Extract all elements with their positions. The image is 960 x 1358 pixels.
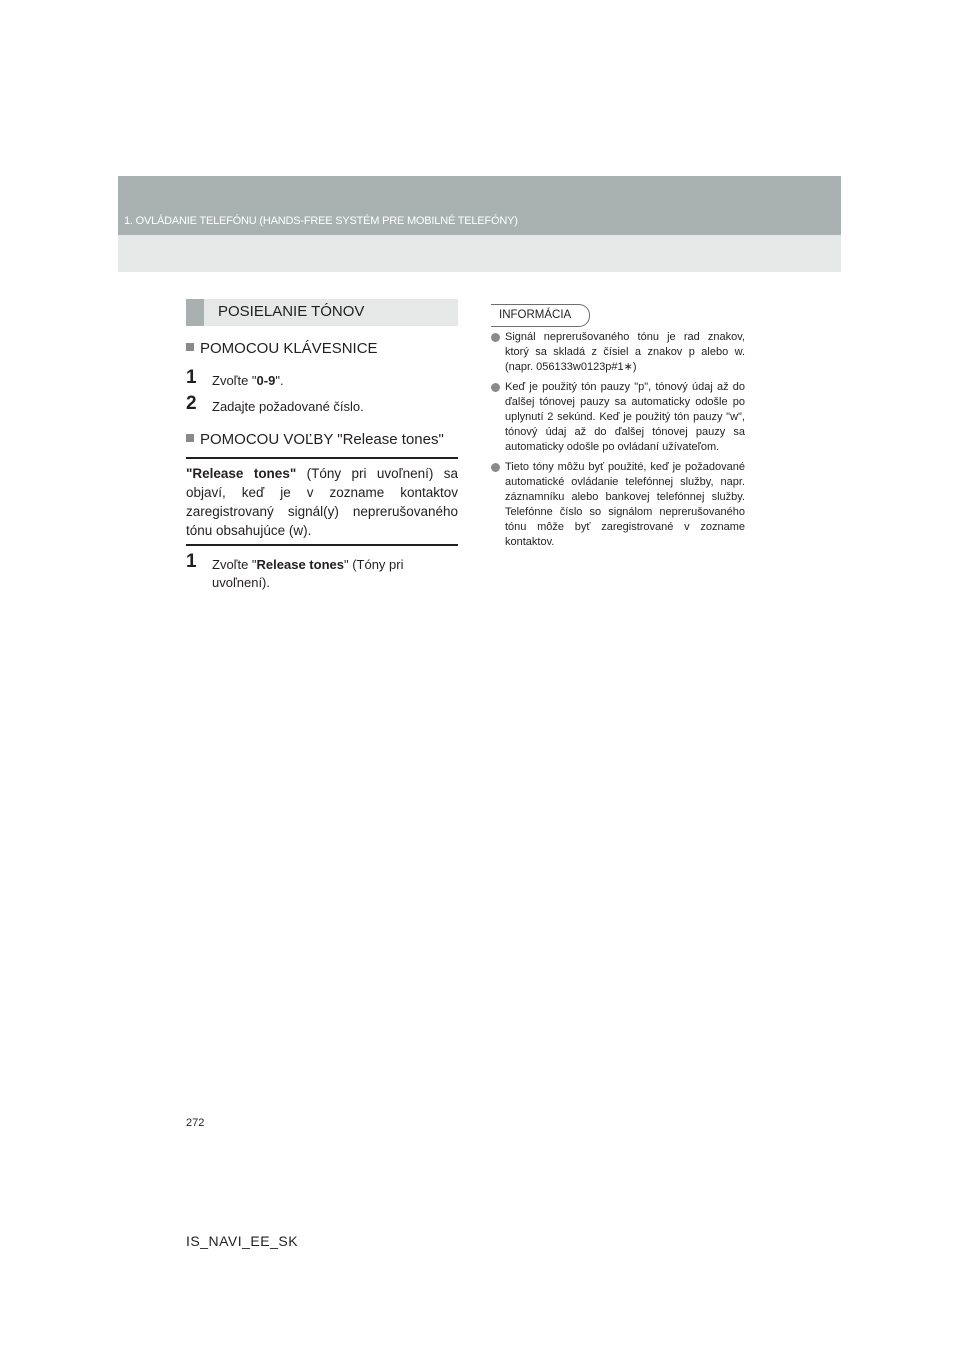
square-bullet-icon (186, 343, 194, 351)
release-note (186, 464, 458, 540)
bullet-dot-icon (491, 463, 500, 472)
step-text-pre: Zvoľte " (212, 373, 257, 388)
step-key: 0-9 (256, 373, 276, 388)
square-bullet-icon (186, 434, 194, 442)
step-text (186, 372, 461, 390)
note-bold: "Release tones" (186, 466, 297, 481)
step-text (186, 556, 461, 592)
info-label: INFORMÁCIA (491, 304, 590, 327)
info-bullet-text: Signál neprerušovaného tónu je rad znakov, ktorý sa skladá z čísiel a znakov p alebo w. (napr. 056133w0123p#1∗) (505, 331, 745, 373)
note-text: (Tóny pri uvoľnení) sa objaví, keď je v zozname kontaktov zaregistrovaný signál(y) neprerušovaného tónu obsahujúce (w). (186, 466, 458, 538)
keypad-heading (186, 340, 378, 357)
keypad-step-2 (186, 393, 461, 416)
chapter-header (118, 176, 841, 235)
info-bullet-text: Keď je použitý tón pauzy "p", tónový údaj až do ďalšej tónovej pauzy sa automaticky odošle po uplynutí 2 sekúnd. Keď je použitý tón pauzy "w", tónový údaj až do ďalšej tónovej pauzy sa automaticky odošle po ovládaní užívateľom. (505, 381, 745, 453)
document-code: IS_NAVI_EE_SK (186, 1233, 299, 1249)
release-step-1 (186, 551, 461, 592)
step-number: 1 (186, 551, 197, 572)
info-bullet (491, 460, 745, 550)
bullet-dot-icon (491, 333, 500, 342)
info-bullet (491, 380, 745, 455)
section-accent (186, 299, 204, 326)
note-rule-bottom (186, 544, 458, 546)
section-title: POSIELANIE TÓNOV (218, 303, 365, 320)
info-bullets (491, 330, 745, 555)
keypad-step-1 (186, 367, 461, 390)
info-bullet (491, 330, 745, 375)
chapter-title: 1. OVLÁDANIE TELEFÓNU (HANDS-FREE SYSTÉM PRE MOBILNÉ TELEFÓNY) (124, 215, 518, 227)
release-heading-text: POMOCOU VOĽBY "Release tones" (200, 431, 444, 448)
page-number: 272 (186, 1117, 205, 1129)
step-text-pre: Zvoľte " (212, 557, 257, 572)
info-bullet-text: Tieto tóny môžu byť použité, keď je požadované automatické ovládanie telefónnej služby, napr. záznamníku alebo bankovej telefónnej služby. Telefónne číslo so signálom neprerušovaného tónu môže byť zaregistrované v zozname kontaktov. (505, 461, 745, 548)
step-number: 2 (186, 393, 197, 414)
step-text: Zadajte požadované číslo. (212, 399, 364, 414)
step-text-post: " (Tóny pri uvoľnení). (212, 557, 404, 590)
step-number: 1 (186, 367, 197, 388)
step-text-post: ". (275, 373, 284, 388)
step-key: Release tones (256, 557, 344, 572)
bullet-dot-icon (491, 383, 500, 392)
section-title-bar (186, 299, 458, 326)
keypad-heading-text: POMOCOU KLÁVESNICE (200, 340, 378, 357)
header-subband (118, 235, 841, 272)
release-heading (186, 431, 444, 448)
note-rule-top (186, 457, 458, 459)
